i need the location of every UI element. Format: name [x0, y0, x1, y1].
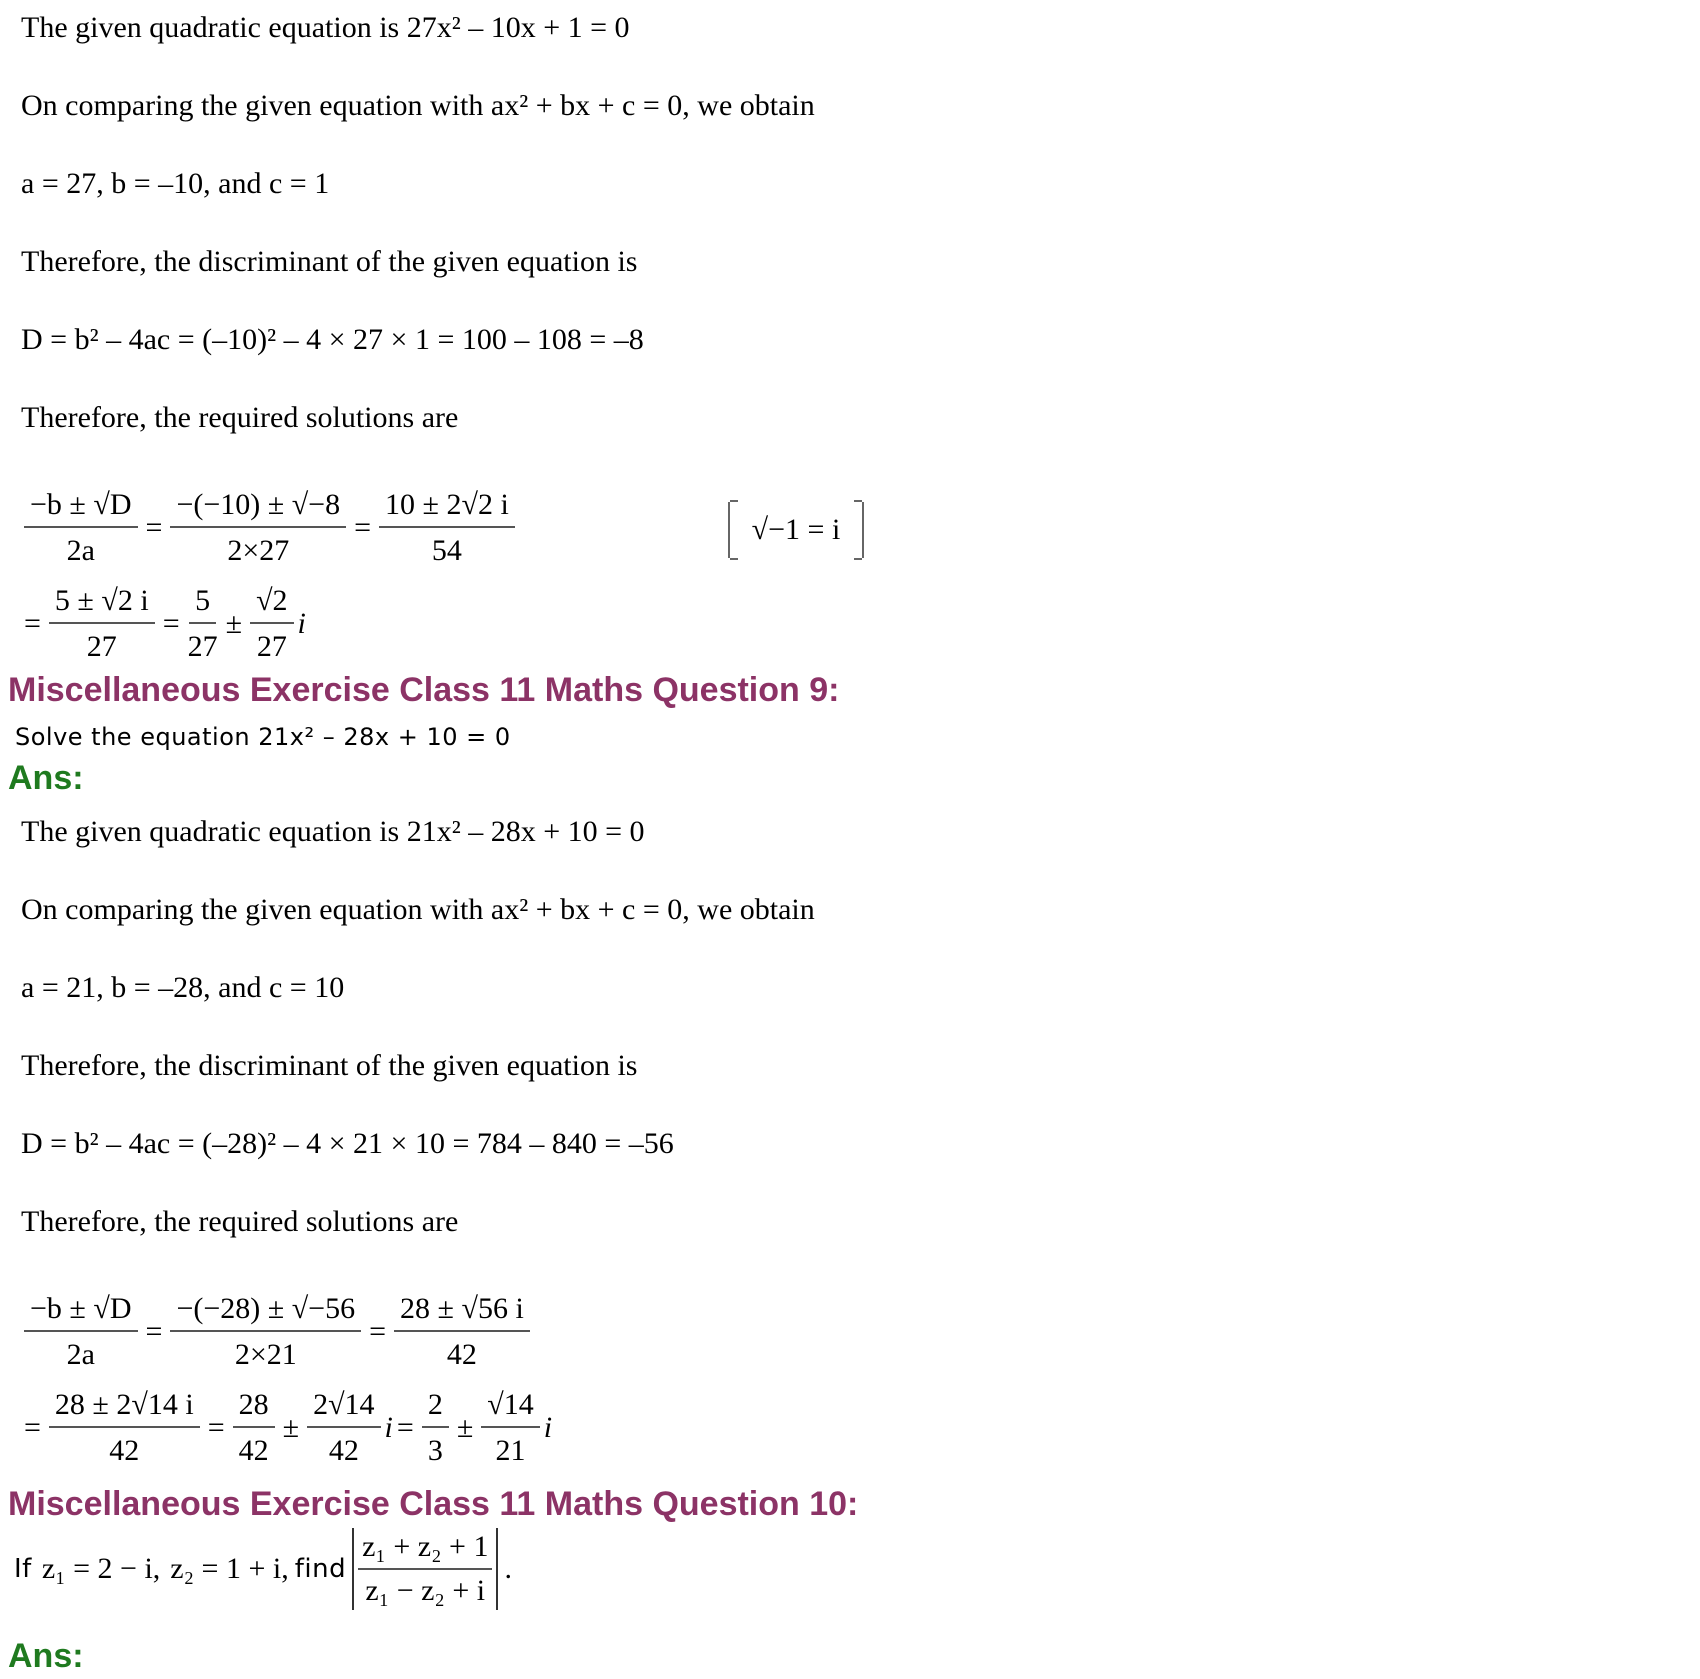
- q9-formula-row-2: [20, 1388, 552, 1468]
- q8-formula-row-2: [20, 584, 306, 664]
- numerator: −b ± √D: [24, 488, 138, 528]
- denominator: 27: [256, 630, 287, 663]
- fraction: [422, 1388, 449, 1468]
- numerator: −(−28) ± √−56: [170, 1292, 361, 1332]
- fraction: [307, 1388, 380, 1468]
- numerator: 28 ± √56 i: [394, 1292, 530, 1332]
- q8-line-solutions-intro: Therefore, the required solutions are: [21, 401, 459, 434]
- denominator: 2×27: [227, 534, 290, 567]
- denominator: 27: [86, 630, 117, 663]
- denominator: 42: [238, 1434, 269, 1467]
- equals-sign: =: [162, 607, 180, 640]
- note-text: √−1 = i: [751, 513, 841, 546]
- q10-period: .: [504, 1552, 512, 1585]
- equals-sign: =: [369, 1315, 387, 1348]
- q9-formula-row-1: [20, 1292, 534, 1372]
- denominator: 2×21: [234, 1338, 297, 1371]
- numerator: −b ± √D: [24, 1292, 138, 1332]
- q9-line-coefficients: a = 21, b = –28, and c = 10: [21, 971, 345, 1004]
- q10-z2: z₂ = 1 + i,: [170, 1552, 289, 1585]
- denominator: 42: [328, 1434, 359, 1467]
- denominator: 42: [109, 1434, 140, 1467]
- numerator: √2: [250, 584, 293, 624]
- denominator: 42: [446, 1338, 477, 1371]
- q9-line-comparing: On comparing the given equation with ax² + bx + c = 0, we obtain: [21, 893, 815, 926]
- fraction: [49, 584, 155, 664]
- imaginary-unit-note: [728, 502, 864, 558]
- equals-sign: =: [145, 1315, 163, 1348]
- plus-minus-sign: ±: [282, 1411, 300, 1444]
- q9-ans-label: Ans:: [8, 759, 84, 797]
- q9-heading: Miscellaneous Exercise Class 11 Maths Question 9:: [8, 671, 840, 709]
- denominator: z₁ − z₂ + i: [365, 1574, 486, 1607]
- plus-minus-sign: ±: [225, 607, 243, 640]
- denominator: 54: [431, 534, 462, 567]
- q10-z1: z₁ = 2 − i,: [41, 1552, 161, 1585]
- fraction: [188, 584, 218, 664]
- imaginary-unit: i: [543, 1411, 553, 1444]
- q10-ans-label: Ans:: [8, 1637, 84, 1675]
- numerator: 5 ± √2 i: [49, 584, 155, 624]
- q10-heading: Miscellaneous Exercise Class 11 Maths Question 10:: [8, 1485, 859, 1523]
- q9-line-discriminant-intro: Therefore, the discriminant of the given equation is: [21, 1049, 638, 1082]
- q9-line-solutions-intro: Therefore, the required solutions are: [21, 1205, 459, 1238]
- q8-line-comparing: On comparing the given equation with ax² + bx + c = 0, we obtain: [21, 89, 815, 122]
- equals-sign: =: [24, 1411, 41, 1444]
- fraction: [24, 488, 138, 568]
- equals-sign: =: [396, 1411, 414, 1444]
- numerator: 5: [189, 584, 216, 624]
- numerator: √14: [481, 1388, 539, 1428]
- equals-sign: =: [354, 511, 372, 544]
- fraction: [394, 1292, 530, 1372]
- denominator: 27: [187, 630, 218, 663]
- q10-question: [14, 1528, 512, 1610]
- q8-line-equation: The given quadratic equation is 27x² – 10x + 1 = 0: [21, 11, 630, 44]
- q9-line-discriminant: D = b² – 4ac = (–28)² – 4 × 21 × 10 = 784 – 840 = –56: [21, 1127, 674, 1160]
- imaginary-unit: i: [384, 1411, 393, 1444]
- q10-find: find: [294, 1554, 347, 1584]
- q10-lead: If: [14, 1554, 32, 1584]
- equals-sign: =: [207, 1411, 225, 1444]
- fraction: [250, 584, 293, 664]
- denominator: 2a: [66, 534, 95, 567]
- fraction: [233, 1388, 275, 1468]
- q8-formula-row-1: [20, 488, 519, 568]
- fraction: [170, 1292, 361, 1372]
- numerator: 28 ± 2√14 i: [49, 1388, 200, 1428]
- denominator: 3: [427, 1434, 443, 1467]
- numerator: −(−10) ± √−8: [170, 488, 346, 528]
- fraction: [481, 1388, 539, 1468]
- denominator: 21: [495, 1434, 526, 1467]
- fraction: [49, 1388, 200, 1468]
- denominator: 2a: [66, 1338, 95, 1371]
- numerator: 2: [422, 1388, 449, 1428]
- numerator: z₁ + z₂ + 1: [358, 1530, 492, 1570]
- numerator: 10 ± 2√2 i: [379, 488, 515, 528]
- fraction: [170, 488, 346, 568]
- fraction: [24, 1292, 138, 1372]
- equals-sign: =: [145, 511, 163, 544]
- imaginary-unit: i: [297, 607, 306, 640]
- q8-line-discriminant-intro: Therefore, the discriminant of the given equation is: [21, 245, 638, 278]
- fraction: [379, 488, 515, 568]
- q10-absolute-value-expression: [352, 1528, 498, 1610]
- q9-question: Solve the equation 21x² – 28x + 10 = 0: [15, 723, 511, 751]
- numerator: 28: [233, 1388, 275, 1428]
- plus-minus-sign: ±: [456, 1411, 474, 1444]
- q8-line-coefficients: a = 27, b = –10, and c = 1: [21, 167, 330, 200]
- numerator: 2√14: [307, 1388, 380, 1428]
- q8-line-discriminant: D = b² – 4ac = (–10)² – 4 × 27 × 1 = 100 – 108 = –8: [21, 323, 644, 356]
- q9-line-equation: The given quadratic equation is 21x² – 28x + 10 = 0: [21, 815, 645, 848]
- equals-sign: =: [24, 607, 41, 640]
